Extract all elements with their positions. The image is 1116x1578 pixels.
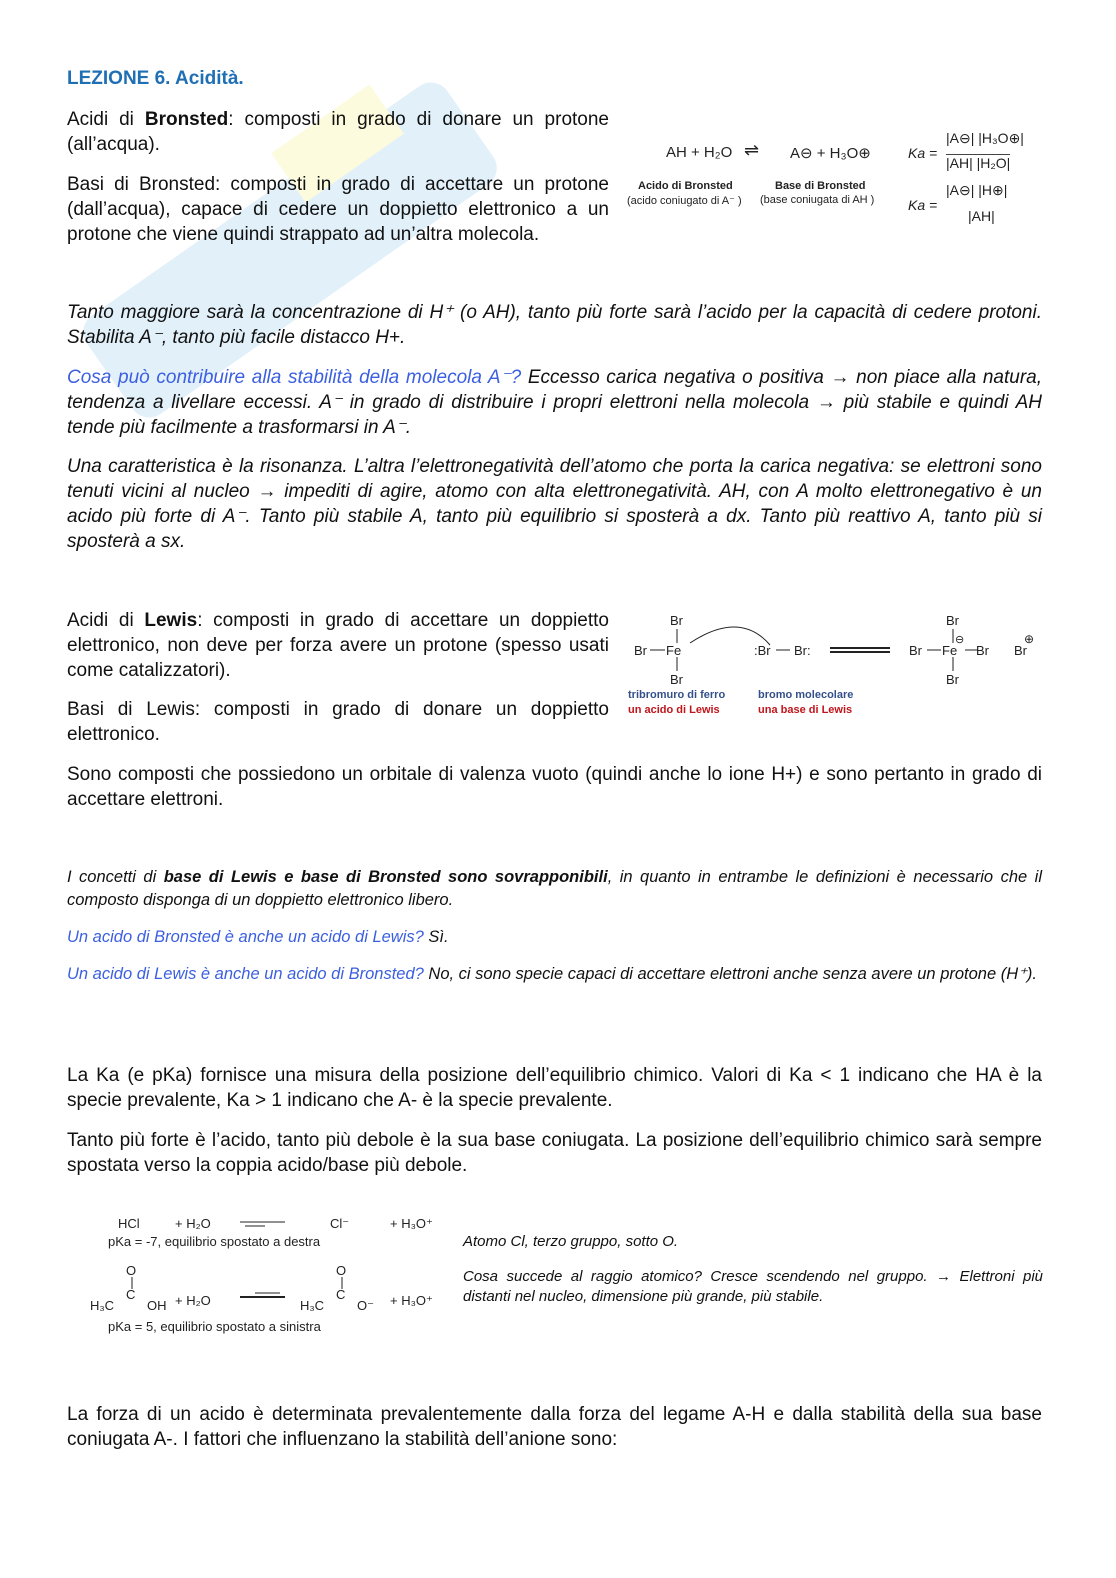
bronsted-equilibrium-figure: AH + H₂O ⇌ A⊖ + H₃O⊕ Acido di Bronsted (acido coniugato di A⁻ ) Base di Bronsted (base coniugata di AH ) Ka = |A⊖| |H₃O⊕| |AH| |H₂O| Ka = |A⊖| |H⊕| |AH| (627, 130, 1024, 224)
note-atomic-radius: Cosa succede al raggio atomico? Cresce scendendo nel gruppo. → Elettroni più distanti nel nucleo, dimensione più grande, più stabile. (463, 1268, 1043, 1305)
paragraph-conjugate-base: Tanto più forte è l’acido, tanto più debole è la sua base coniugata. La posizione dell’equilibrio chimico sarà sempre spostata verso la coppia acido/base più debole. (67, 1130, 1042, 1176)
pka-examples-figure: HCl + H₂O Cl⁻ + H₃O⁺ pKa = -7, equilibrio spostato a destra O C H₃C OH + H₂O O C H₃C O⁻ + H₃O⁺ pKa = 5, equilibrio spostato a sinistra (90, 1216, 433, 1334)
question-bronsted-lewis: Un acido di Bronsted è anche un acido di Lewis? Sì. (67, 928, 449, 946)
equilibrium-arrow: ⇌ (744, 140, 760, 160)
paragraph-overlap: I concetti di base di Lewis e base di Bronsted sono sovrapponibili, in quanto in entrambe le definizioni è necessario che il composto disponga di un doppietto elettronico libero. (67, 868, 1042, 909)
lewis-acid-definition: Acidi di Lewis: composti in grado di accettare un doppietto elettronico, non deve per forza avere un protone (spesso usati come catalizzatori). (67, 610, 609, 681)
paragraph-valence-orbital: Sono composti che possiedono un orbitale di valenza vuoto (quindi anche lo ione H+) e sono pertanto in grado di accettare elettroni. (67, 764, 1042, 810)
paragraph-acid-strength-factors: La forza di un acido è determinata prevalentemente dalla forza del legame A-H e dalla stabilità della sua base coniugata A-. I fattori che influenzano la stabilità dell’anione sono: (67, 1404, 1042, 1450)
paragraph-acid-strength: Tanto maggiore sarà la concentrazione di H⁺ (o AH), tanto più forte sarà l’acido per la capacità di cedere protoni. Stabilita A⁻, tanto più facile distacco H+. (67, 302, 1042, 348)
bronsted-acid-definition: Acidi di Bronsted: composti in grado di donare un protone (all’acqua). (67, 109, 609, 155)
paragraph-resonance: Una caratteristica è la risonanza. L’altra l’elettronegatività dell’atomo che porta la carica negativa: se elettroni sono tenuti vicini al nucleo → impediti di agire, atomo con alta elettronegatività. AH, con A molto elettronegativo è un acido più forte di A⁻. Tanto più stabile A, tanto più equilibrio si sposterà a dx. Tanto più reattivo A, tanto più si sposterà a sx. (67, 456, 1042, 552)
question-lewis-bronsted: Un acido di Lewis è anche un acido di Bronsted? No, ci sono specie capaci di accettare elettroni anche senza avere un protone (H⁺). (67, 965, 1037, 983)
lewis-base-definition: Basi di Lewis: composti in grado di donare un doppietto elettronico. (67, 699, 609, 745)
page-title: LEZIONE 6. Acidità. (67, 68, 244, 89)
lewis-reaction-figure: Br Br Fe Br :Br Br: Br Br Fe ⊖ Br Br Br ⊕ tribromuro di ferro un acido di Lewis bromo molecolare una base di Lewis (628, 613, 1035, 716)
bronsted-base-definition: Basi di Bronsted: composti in grado di accettare un protone (dall’acqua), capace di cedere un doppietto elettronico a un protone che viene quindi strappato ad un’altra molecola. (67, 174, 609, 245)
note-chlorine: Atomo Cl, terzo gruppo, sotto O. (463, 1233, 679, 1250)
paragraph-ka: La Ka (e pKa) fornisce una misura della posizione dell’equilibrio chimico. Valori di Ka < 1 indicano che HA è la specie prevalente, Ka > 1 indicano che A- è la specie prevalente. (67, 1065, 1042, 1111)
paragraph-stability: Cosa può contribuire alla stabilità della molecola A⁻? Eccesso carica negativa o positiva → non piace alla natura, tendenza a livellare eccessi. A⁻ in grado di distribuire i propri elettroni nella molecola → più stabile e quindi AH tende più facilmente a trasformarsi in A⁻. (67, 367, 1042, 438)
